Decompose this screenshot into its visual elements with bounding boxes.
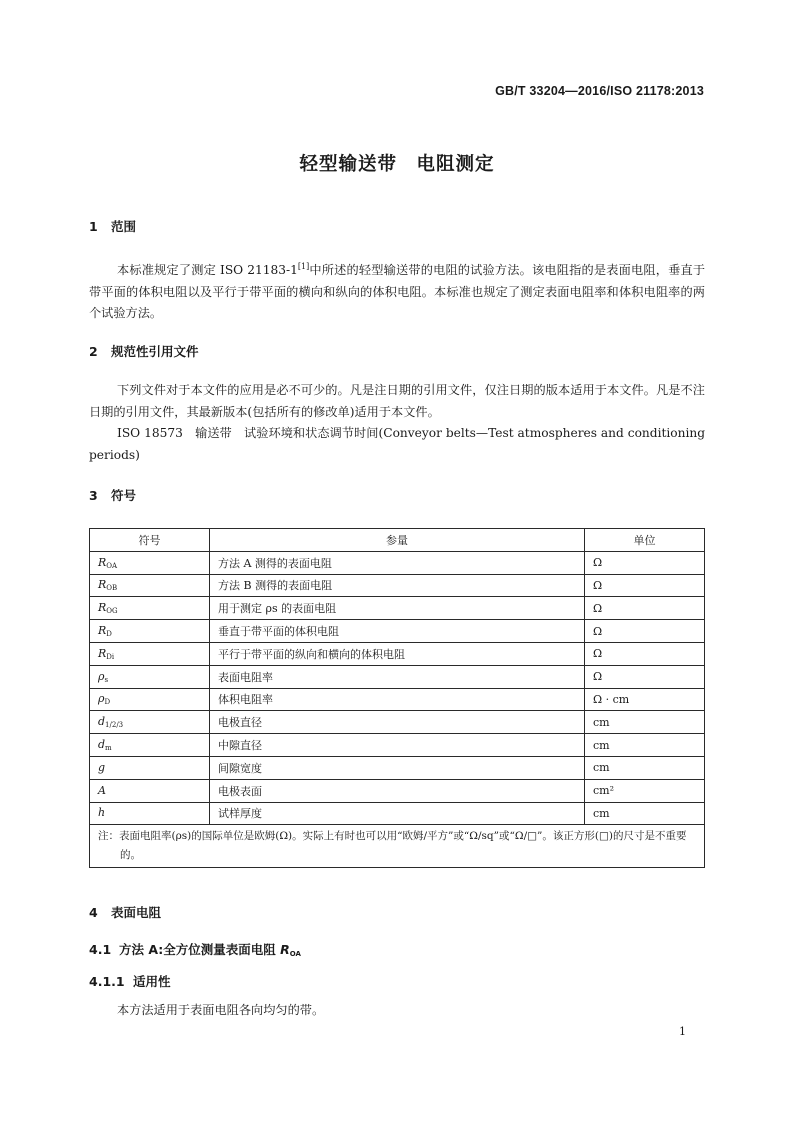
section-3-heading (89, 486, 136, 504)
section-title: 范围 (111, 219, 137, 234)
header-unit: 单位 (585, 529, 705, 552)
quantity-cell: 表面电阻率 (210, 665, 585, 688)
symbol-cell (90, 551, 210, 574)
paragraph-text: 中所述的轻型输送带的电阻的试验方法。该电阻指的是表面电阻，垂直于带平面的体积电阻以及平行于带平面的横向和纵向的体积电阻。本标准也规定了测定表面电阻率和体积电阻率的两个试验方法。 (89, 263, 706, 321)
quantity-cell: 用于测定 ρs 的表面电阻 (210, 597, 585, 620)
page-number: 1 (679, 1025, 686, 1038)
table-row (90, 802, 705, 825)
symbol-cell (90, 574, 210, 597)
quantity-cell: 电极直径 (210, 711, 585, 734)
header-symbol: 符号 (90, 529, 210, 552)
symbol: ρ (98, 692, 105, 706)
standard-code: GB/T 33204—2016/ISO 21178:2013 (495, 84, 704, 98)
symbol-cell (90, 802, 210, 825)
quantity-cell: 电极表面 (210, 779, 585, 802)
quantity-cell: 垂直于带平面的体积电阻 (210, 620, 585, 643)
symbol: g (98, 760, 106, 774)
table-row (90, 642, 705, 665)
table-row (90, 620, 705, 643)
symbol-cell (90, 711, 210, 734)
section-title: 适用性 (133, 974, 171, 989)
unit-cell: Ω (585, 665, 705, 688)
unit-cell: Ω (585, 642, 705, 665)
table-row (90, 711, 705, 734)
symbol: R (98, 624, 107, 638)
note-label: 注： (98, 830, 119, 843)
table-row (90, 756, 705, 779)
symbol-subscript: OB (106, 584, 118, 593)
symbol: R (98, 601, 107, 615)
symbol: A (98, 783, 106, 797)
symbol-subscript: OA (106, 561, 118, 570)
section-number: 2 (89, 344, 98, 359)
section-number: 4 (89, 905, 98, 920)
table-header-row (90, 529, 705, 552)
section-1-heading (89, 217, 136, 235)
symbol-cell (90, 734, 210, 757)
unit-cell: Ω (585, 551, 705, 574)
table-row (90, 574, 705, 597)
section-symbol-subscript: OA (289, 950, 301, 958)
symbol: R (98, 646, 107, 660)
symbol-subscript: Di (106, 652, 115, 661)
quantity-cell: 试样厚度 (210, 802, 585, 825)
unit-cell: Ω (585, 574, 705, 597)
section-number: 1 (89, 219, 98, 234)
section-4-1-1-heading (89, 972, 171, 990)
symbol-subscript: D (106, 630, 112, 639)
paragraph-text: 本标准规定了测定 ISO 21183-1 (117, 263, 298, 278)
symbol-cell (90, 688, 210, 711)
symbol: R (98, 555, 107, 569)
section-title: 符号 (111, 488, 137, 503)
symbol-cell (90, 756, 210, 779)
section-title: 方法 A:全方位测量表面电阻 (119, 942, 281, 957)
symbol: d (98, 738, 106, 752)
symbols-table (89, 528, 705, 868)
section-2-heading (89, 342, 199, 360)
table-row (90, 665, 705, 688)
unit-cell: cm² (585, 779, 705, 802)
section-2-paragraph-1: 下列文件对于本文件的应用是必不可少的。凡是注日期的引用文件，仅注日期的版本适用于本文件。凡是不注日期的引用文件，其最新版本(包括所有的修改单)适用于本文件。 (89, 383, 705, 419)
symbol-cell (90, 620, 210, 643)
section-number: 4.1 (89, 942, 112, 957)
section-4-1-1-paragraph: 本方法适用于表面电阻各向均匀的带。 (117, 1003, 325, 1017)
section-2-paragraph-2: ISO 18573 输送带 试验环境和状态调节时间(Conveyor belts—Test atmospheres and conditioning periods) (89, 426, 705, 462)
symbol: ρ (98, 669, 105, 683)
table-body (90, 551, 705, 825)
symbol-subscript: D (104, 698, 111, 707)
document-title: 轻型输送带 电阻测定 (299, 154, 495, 175)
quantity-cell: 方法 B 测得的表面电阻 (210, 574, 585, 597)
note-text: 表面电阻率(ρs)的国际单位是欧姆(Ω)。实际上有时也可以用“欧姆/平方”或“Ω/sq”或“Ω/□”。该正方形(□)的尺寸是不重要的。 (119, 830, 687, 862)
symbol-cell (90, 597, 210, 620)
quantity-cell: 方法 A 测得的表面电阻 (210, 551, 585, 574)
section-1-paragraph (89, 256, 705, 325)
unit-cell: Ω (585, 620, 705, 643)
table-row (90, 597, 705, 620)
symbol-subscript: s (104, 675, 109, 684)
header-quantity: 参量 (210, 529, 585, 552)
unit-cell: Ω · cm (585, 688, 705, 711)
section-title: 表面电阻 (111, 905, 162, 920)
symbol: R (98, 578, 107, 592)
section-title: 规范性引用文件 (111, 344, 199, 359)
unit-cell: cm (585, 734, 705, 757)
section-number: 4.1.1 (89, 974, 125, 989)
section-number: 3 (89, 488, 98, 503)
symbol-subscript: OG (106, 607, 118, 616)
table-note-row (90, 825, 705, 868)
quantity-cell: 平行于带平面的纵向和横向的体积电阻 (210, 642, 585, 665)
table-row (90, 734, 705, 757)
reference-marker: [1] (297, 262, 310, 271)
symbol-cell (90, 642, 210, 665)
symbol-subscript: 1/2/3 (105, 721, 124, 730)
section-4-1-heading (89, 940, 301, 958)
quantity-cell: 体积电阻率 (210, 688, 585, 711)
symbol-subscript: m (105, 744, 112, 753)
symbol-cell (90, 779, 210, 802)
symbol: d (98, 715, 106, 729)
section-symbol: R (280, 942, 290, 957)
table-row (90, 551, 705, 574)
table-note (90, 825, 705, 868)
unit-cell: cm (585, 756, 705, 779)
table-row (90, 779, 705, 802)
symbol-cell (90, 665, 210, 688)
table-row (90, 688, 705, 711)
symbol: h (98, 806, 106, 820)
unit-cell: cm (585, 711, 705, 734)
unit-cell: cm (585, 802, 705, 825)
quantity-cell: 间隙宽度 (210, 756, 585, 779)
quantity-cell: 中隙直径 (210, 734, 585, 757)
unit-cell: Ω (585, 597, 705, 620)
section-4-heading (89, 903, 161, 921)
